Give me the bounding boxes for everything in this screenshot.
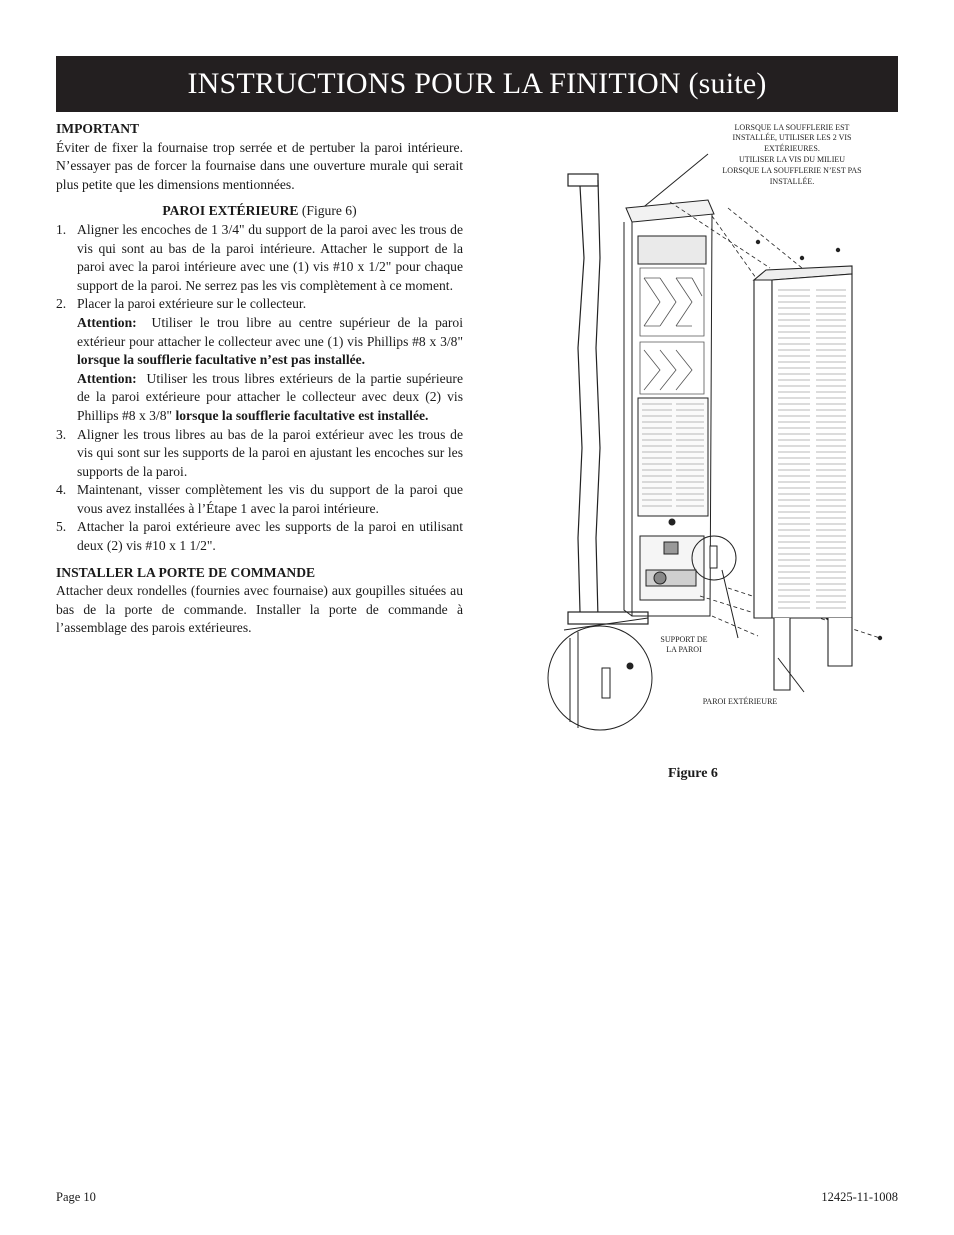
attention-label: Attention:	[77, 314, 137, 330]
step-text: Aligner les encoches de 1 3/4" du support de la paroi avec les trous de vis qui sont au bas de la paroi intérieure. Attacher le support de la paroi avec la paroi intérieure avec une (1) vis #10 x 1/2" pour chaque support de la paroi. Ne serrez pas les vis complètement à ce moment.	[77, 221, 463, 293]
step-2	[56, 295, 463, 314]
callout-top	[722, 123, 861, 186]
page-title: INSTRUCTIONS POUR LA FINITION (suite)	[187, 67, 767, 100]
support-label-line: LA PAROI	[666, 645, 702, 654]
furnace-body	[624, 200, 714, 616]
support-label	[660, 635, 707, 654]
attention-bold: lorsque la soufflerie facultative n’est pas installée.	[77, 352, 366, 368]
porte-text: Attacher deux rondelles (fournies avec fournaise) aux goupilles situées au bas de la porte de commande. Installer la porte de commande à l’assemblage des parois extérieures.	[56, 583, 463, 636]
step-5	[56, 518, 463, 555]
document-number: 12425-11-1008	[821, 1190, 898, 1204]
important-text: Éviter de fixer la fournaise trop serrée et de pertuber la paroi intérieure. N’essayer pas de forcer la fournaise dans une ouverture murale qui serait plus petite que les dimensions mentionnées.	[56, 139, 463, 192]
support-label-line: SUPPORT DE	[660, 635, 708, 644]
callout-line: EXTÉRIEURES.	[764, 144, 820, 153]
attention-1	[56, 314, 463, 370]
attention-label: Attention:	[77, 370, 137, 386]
wall-section	[568, 174, 648, 624]
callout-line: UTILISER LA VIS DU MILIEU	[738, 155, 846, 164]
callout-line: LORSQUE LA SOUFFLERIE N’EST PAS	[722, 166, 862, 175]
instructions-column	[56, 120, 463, 638]
step-number: 2.	[56, 296, 67, 312]
page-title-banner	[56, 56, 898, 112]
attention-2	[56, 370, 463, 426]
step-text: Maintenant, visser complètement les vis du support de la paroi que vous avez installées à l’Étape 1 avec la paroi intérieure.	[77, 482, 463, 516]
porte-heading: INSTALLER LA PORTE DE COMMANDE	[56, 564, 316, 580]
paroi-heading-title: PAROI EXTÉRIEURE	[162, 203, 299, 219]
step-text: Placer la paroi extérieure sur le collecteur.	[77, 296, 307, 312]
figure-6-illustration	[540, 118, 900, 758]
important-heading: IMPORTANT	[56, 121, 140, 136]
step-number: 1.	[56, 221, 67, 237]
callout-line: INSTALLÉE.	[769, 177, 815, 186]
callout-line: LORSQUE LA SOUFFLERIE EST	[734, 123, 850, 132]
step-4	[56, 481, 463, 518]
detail-magnifier	[548, 618, 652, 730]
step-1	[56, 221, 463, 295]
outer-panel	[754, 266, 852, 690]
paroi-heading-ref: (Figure 6)	[301, 203, 357, 219]
figure-caption: Figure 6	[668, 766, 718, 781]
paroi-heading	[56, 202, 463, 221]
furnace-diagram	[540, 118, 900, 758]
page-number: Page 10	[56, 1190, 96, 1204]
attention-text: Utiliser le trou libre au centre supérieur de la paroi extérieur pour attacher le collecteur avec une (1) vis Phillips #8 x 3/8"	[77, 314, 463, 349]
paroi-label: PAROI EXTÉRIEURE	[702, 697, 778, 706]
callout-line: INSTALLÉE, UTILISER LES 2 VIS	[732, 133, 852, 142]
step-number: 4.	[56, 482, 67, 498]
attention-bold: lorsque la soufflerie facultative est installée.	[175, 407, 429, 423]
step-text: Attacher la paroi extérieure avec les supports de la paroi en utilisant deux (2) vis #10 x 1 1/2".	[77, 519, 463, 554]
step-number: 3.	[56, 426, 67, 442]
step-text: Aligner les trous libres au bas de la paroi extérieur avec les trous de vis qui sont sur les supports de la paroi en ajustant les encoches sur les supports de la paroi.	[77, 426, 463, 479]
step-3	[56, 426, 463, 482]
attention-text: Utiliser les trous libres extérieurs de la partie supérieure de la paroi extérieure pour attacher le collecteur avec deux (2) vis Phillips #8 x 3/8"	[77, 370, 463, 423]
step-number: 5.	[56, 519, 67, 535]
